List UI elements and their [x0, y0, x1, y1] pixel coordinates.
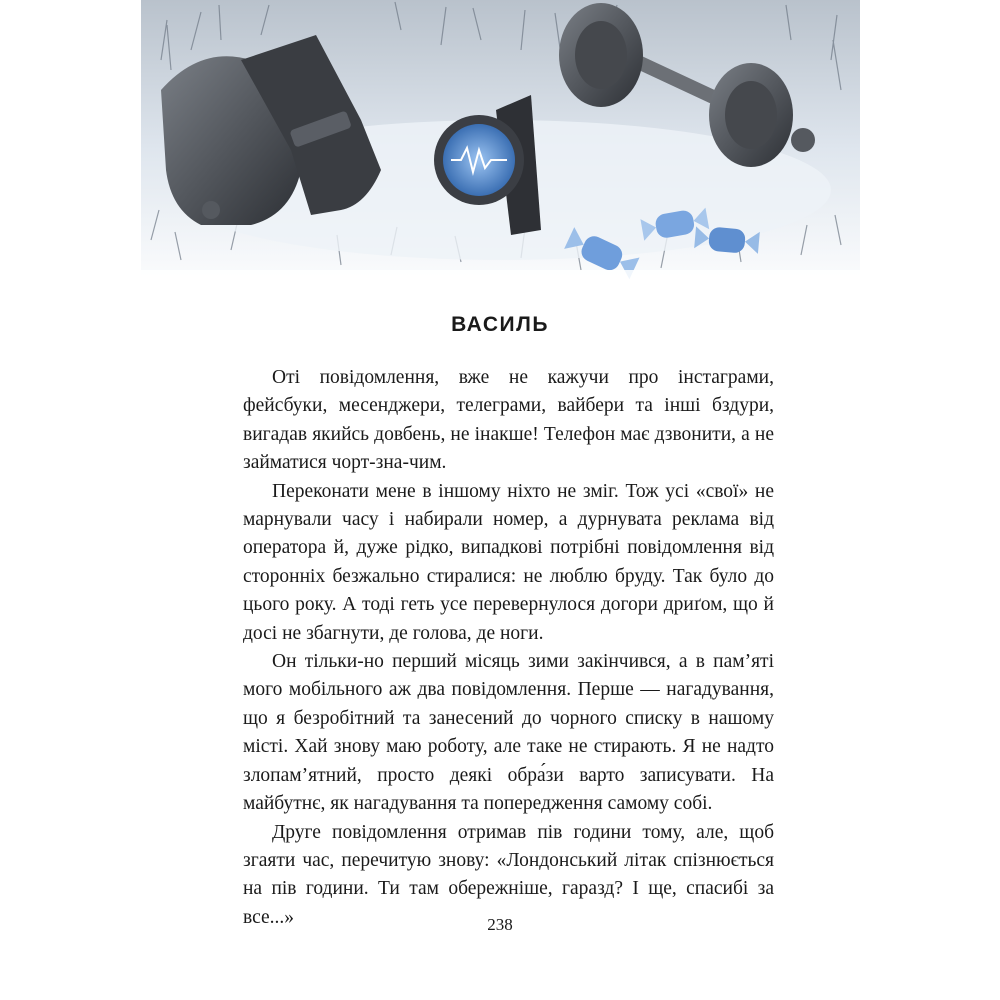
chapter-body: [243, 364, 774, 932]
paragraph: Друге повідомлення отримав пів години тому, але, щоб згаяти час, перечитую знову: «Лондонський літак спізнюється на пів години. Ти там обережніше, гаразд? І ще, спасибі за все...»: [243, 821, 774, 928]
paragraph: Переконати мене в іншому ніхто не зміг. Тож усі «свої» не марнували часу і набирали номер, а дурнувата реклама від оператора й, дуже рідко, випадкові потрібні повідомлення від сторонніх безжально стиралися: не люблю бруду. Так було до цього року. А тоді геть усе перевернулося догори дриґом, що й досі не збагнути, де голова, де ноги.: [243, 480, 774, 644]
page-number: 238: [487, 915, 513, 934]
chapter-illustration: [141, 0, 860, 300]
paragraph: Оті повідомлення, вже не кажучи про інстаграми, фейсбуки, месенджери, телеграми, вайбери та інші бздури, вигадав якийсь довбень, не інакше! Телефон має дзвонити, а не займатися чорт-зна-чим.: [243, 367, 774, 474]
paragraph: Он тільки-но перший місяць зими закінчився, а в пам’яті мого мобільного аж два повідомлення. Перше — нагадування, що я безробітний та занесений до чорного списку в нашому місті. Хай знову маю роботу, але таке не стирають. Я не надто злопам’ятний, просто деякі обра́зи варто записувати. На майбутнє, як нагадування та попередження самому собі.: [243, 651, 774, 815]
chapter-title: ВАСИЛЬ: [451, 313, 549, 336]
